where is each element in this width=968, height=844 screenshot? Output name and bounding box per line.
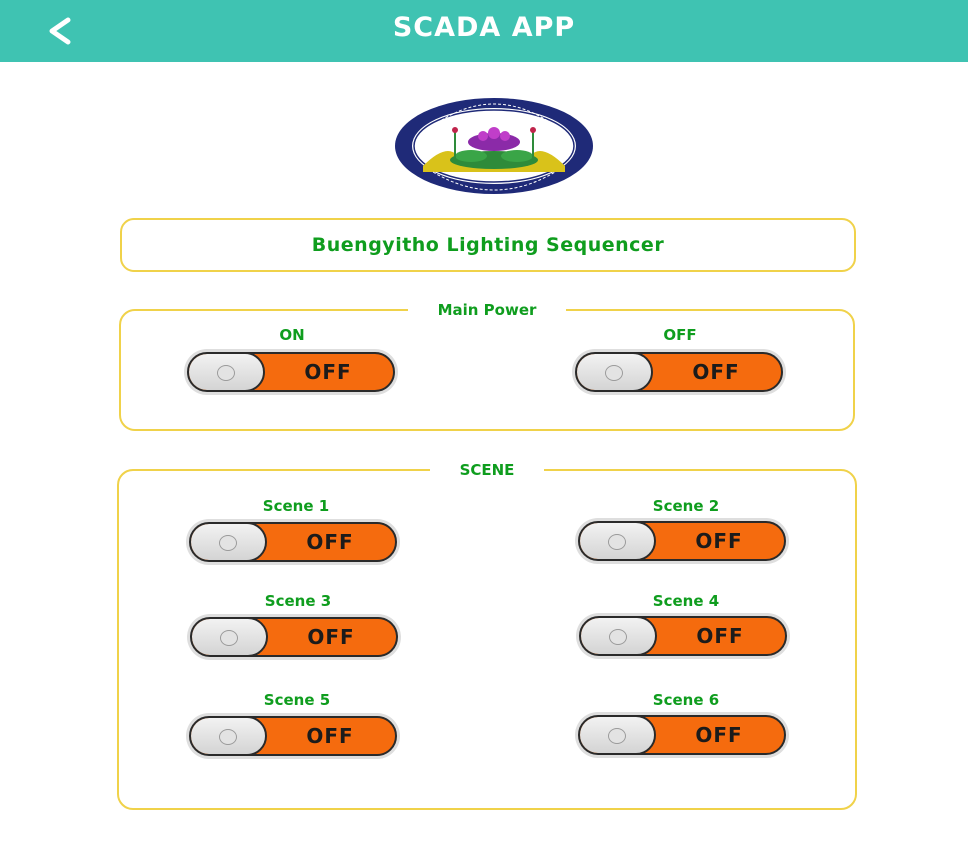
scene-2-toggle[interactable] bbox=[575, 518, 789, 564]
toggle-knob bbox=[578, 521, 656, 561]
scene-3-toggle[interactable] bbox=[187, 614, 401, 660]
app-bar bbox=[0, 0, 968, 62]
scene-3-label: Scene 3 bbox=[264, 592, 332, 610]
toggle-state: OFF bbox=[306, 530, 354, 554]
scene-5-toggle[interactable] bbox=[186, 713, 400, 759]
main-power-on-label: ON bbox=[279, 326, 305, 344]
toggle-knob bbox=[578, 715, 656, 755]
toggle-state: OFF bbox=[695, 723, 743, 747]
scene-2-label: Scene 2 bbox=[652, 497, 720, 515]
scene-1-toggle[interactable] bbox=[186, 519, 400, 565]
toggle-state: OFF bbox=[692, 360, 740, 384]
scene-6-label: Scene 6 bbox=[652, 691, 720, 709]
main-power-legend: Main Power bbox=[408, 301, 567, 319]
page-title: Buengyitho Lighting Sequencer bbox=[311, 234, 665, 256]
toggle-knob bbox=[187, 352, 265, 392]
toggle-knob bbox=[189, 522, 267, 562]
scene-1-label: Scene 1 bbox=[262, 497, 330, 515]
toggle-state: OFF bbox=[307, 625, 355, 649]
page-title-box bbox=[120, 218, 856, 272]
main-power-on-toggle[interactable] bbox=[184, 349, 398, 395]
scene-5-label: Scene 5 bbox=[263, 691, 331, 709]
toggle-knob bbox=[189, 716, 267, 756]
main-power-off-toggle[interactable] bbox=[572, 349, 786, 395]
main-power-off-label: OFF bbox=[663, 326, 697, 344]
toggle-state: OFF bbox=[695, 529, 743, 553]
app-title: SCADA APP bbox=[392, 12, 576, 43]
toggle-state: OFF bbox=[306, 724, 354, 748]
toggle-state: OFF bbox=[696, 624, 744, 648]
toggle-knob bbox=[575, 352, 653, 392]
toggle-knob bbox=[579, 616, 657, 656]
toggle-knob bbox=[190, 617, 268, 657]
scene-4-label: Scene 4 bbox=[652, 592, 720, 610]
municipality-seal-logo bbox=[393, 96, 595, 196]
toggle-state: OFF bbox=[304, 360, 352, 384]
scene-4-toggle[interactable] bbox=[576, 613, 790, 659]
scene-6-toggle[interactable] bbox=[575, 712, 789, 758]
scene-legend: SCENE bbox=[430, 461, 545, 479]
